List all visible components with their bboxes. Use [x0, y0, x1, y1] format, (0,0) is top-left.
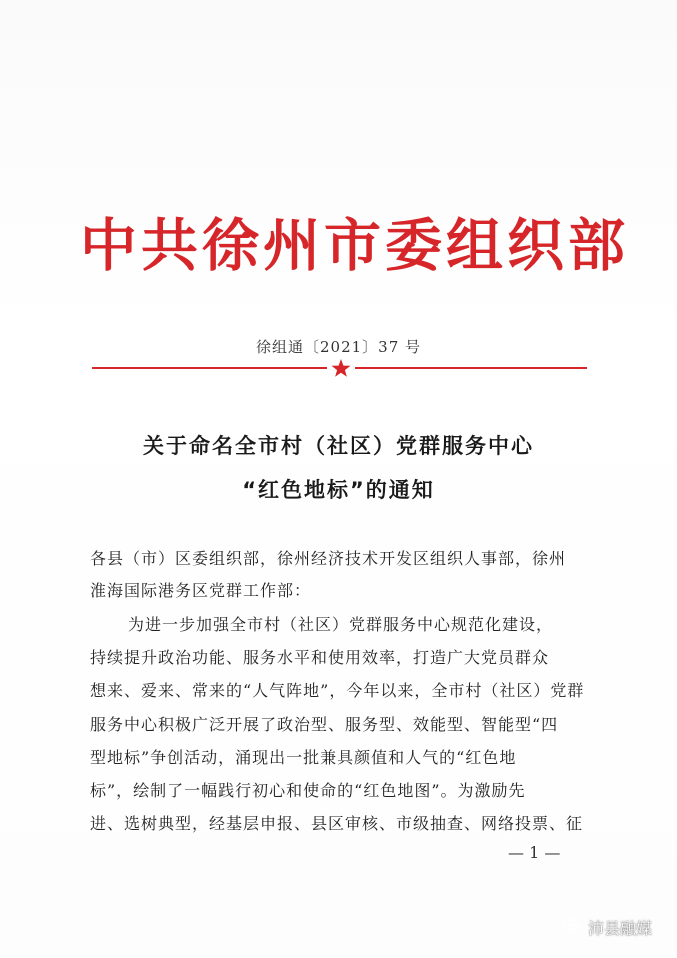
document-title-line-1: 关于命名全市村（社区）党群服务中心	[143, 434, 534, 458]
body-line: 服务中心积极广泛开展了政治型、服务型、效能型、智能型“四	[90, 715, 559, 734]
body-line: 淮海国际港务区党群工作部：	[90, 581, 312, 600]
red-star-icon	[331, 359, 351, 377]
issuing-organization-header: 中共徐州市委组织部	[80, 212, 629, 279]
red-divider-right	[355, 367, 587, 369]
document-number: 徐组通〔2021〕37 号	[255, 338, 422, 356]
body-line: 为进一步加强全市村（社区）党群服务中心规范化建设，	[128, 615, 554, 634]
body-line: 持续提升政治功能、服务水平和使用效率，打造广大党员群众	[90, 648, 550, 667]
body-line: 各县（市）区委组织部，徐州经济技术开发区组织人事部，徐州	[90, 549, 567, 568]
wechat-icon	[562, 916, 584, 938]
body-line: 想来、爱来、常来的“人气阵地”，今年以来，全市村（社区）党群	[90, 681, 585, 700]
body-line: 标”，绘制了一幅践行初心和使命的“红色地图”。为激励先	[90, 781, 526, 800]
red-divider-left	[92, 367, 327, 369]
page-number: — 1 —	[508, 843, 561, 862]
body-line: 进、选树典型，经基层申报、县区审核、市级抽查、网络投票、征	[90, 814, 584, 833]
watermark-text: 沛县融媒	[588, 918, 653, 938]
body-line: 型地标”争创活动，涌现出一批兼具颜值和人气的“红色地	[90, 748, 517, 767]
source-watermark	[562, 916, 652, 938]
document-title-line-2: “红色地标”的通知	[242, 478, 435, 502]
